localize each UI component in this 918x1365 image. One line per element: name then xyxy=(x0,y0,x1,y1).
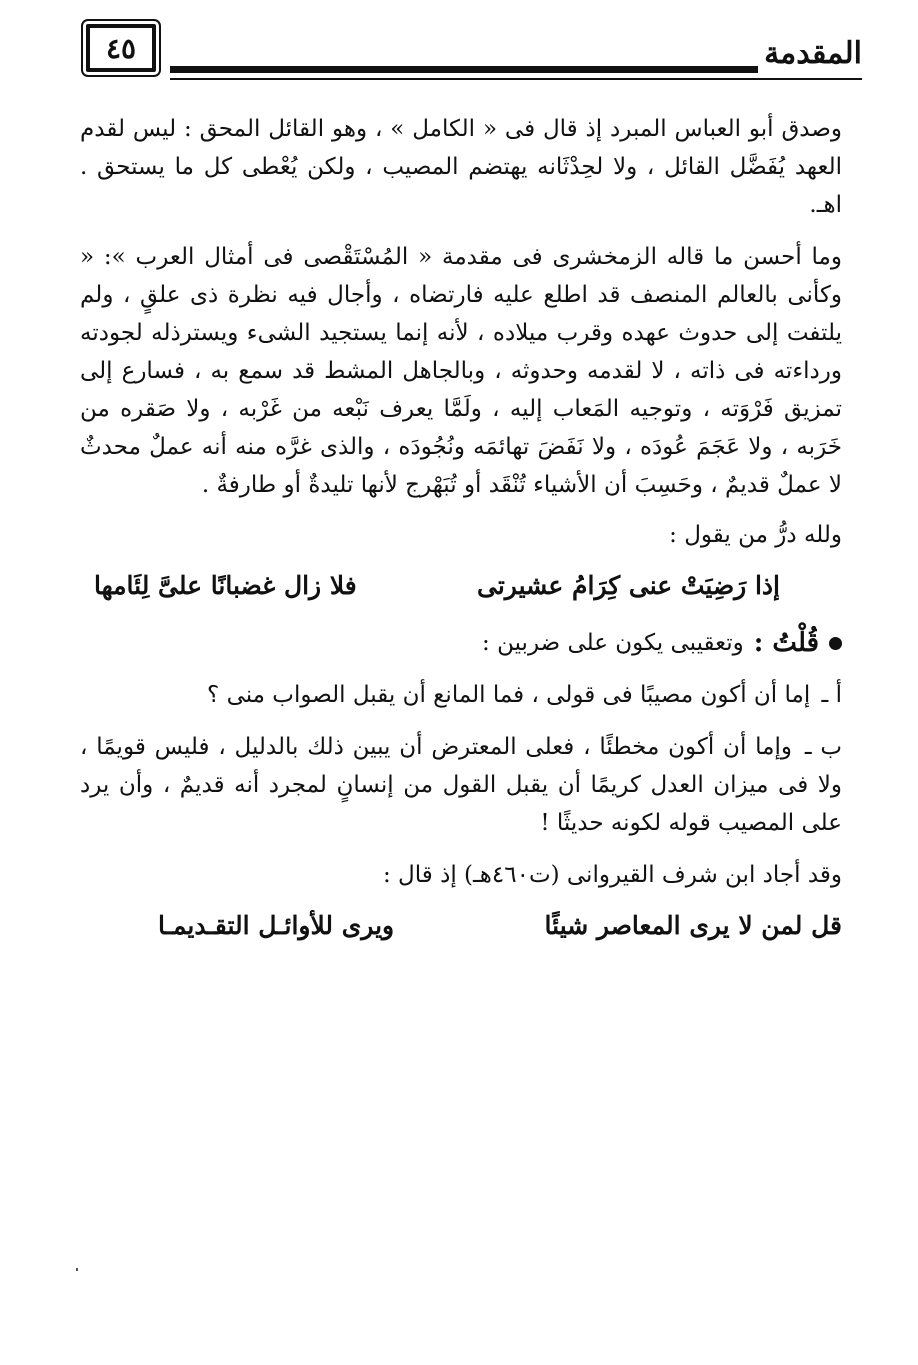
verse-hemistich-left: ويرى للأوائـل التقـديمـا xyxy=(158,911,395,940)
page-number: ٤٥ xyxy=(86,24,156,72)
list-item-text: وإما أن أكون مخطئًا ، فعلى المعترض أن يبين ذلك بالدليل ، فليس قويمًا ، ولا فى ميزان العدل كريمًا أن يقبل القول من إنسانٍ لمجرد أنه قديمٌ ، وأن يرد على المصيب قوله لكونه حديثًا ! xyxy=(80,734,842,836)
list-item-text: إما أن أكون مصيبًا فى قولى ، فما المانع أن يقبل الصواب منى ؟ xyxy=(207,682,811,708)
header-rule-thin xyxy=(170,78,862,80)
qultu-label: قُلْتُ : xyxy=(753,628,819,658)
verse-hemistich-right: قل لمن لا يرى المعاصر شيئًا xyxy=(544,911,842,940)
qultu-line xyxy=(80,624,842,662)
page-header xyxy=(86,22,862,92)
qultu-text: وتعقيبى يكون على ضربين : xyxy=(482,630,744,656)
header-rule xyxy=(170,66,758,73)
paragraph-zamakhshari-quote: وما أحسن ما قاله الزمخشرى فى مقدمة « المُسْتَقْصى فى أمثال العرب »: « وكأنى بالعالم المنصف قد اطلع عليه فارتضاه ، وأجال فيه نظرة ذى علقٍ ، ولم يلتفت إلى حدوث عهده وقرب ميلاده ، لأنه إنما يستجيد الشىء ويسترذله لجودته ورداءته فى ذاته ، لا لقدمه وحدوثه ، وبالجاهل المشط قد سمع به ، فسارع إلى تمزيق فَرْوَته ، وتوجيه المَعاب إليه ، ولَمَّا يعرف نَبْعه من غَرْبه ، ولا صَقره من خَرَبه ، ولا عَجَمَ عُودَه ، ولا نَفَضَ تهائمَه ونُجُودَه ، والذى غرَّه منه أنه عملٌ محدثٌ لا عملٌ قديمٌ ، وحَسِبَ أن الأشياء تُنْقَد أو تُبَهْرج لأنها تليدةٌ أو طارفةٌ . xyxy=(80,244,842,498)
paragraph-mubarrad-quote: وصدق أبو العباس المبرد إذ قال فى « الكامل » ، وهو القائل المحق : ليس لقدم العهد يُفَضَّل القائل ، ولا لحِدْثَانه يهتضم المصيب ، ولكن يُعْطى كل ما يستحق . اهـ. xyxy=(80,116,842,218)
running-title: المقدمة xyxy=(764,36,862,71)
list-item-letter: ب ـ xyxy=(804,734,843,760)
paragraph-verse-intro: ولله درُّ من يقول : xyxy=(669,522,842,548)
verse-line xyxy=(80,564,842,608)
bullet-icon xyxy=(829,637,842,650)
scan-speck xyxy=(76,1268,78,1271)
verse-hemistich-right: إذا رَضِيَتْ عنى كِرَامُ عشيرتى xyxy=(476,571,780,600)
page-body xyxy=(80,110,842,964)
verse-line-2 xyxy=(80,904,842,948)
verse-hemistich-left: فلا زال غضبانًا علىَّ لِئَامها xyxy=(94,571,357,600)
list-item xyxy=(80,728,842,842)
paragraph-ibn-sharaf-intro: وقد أجاد ابن شرف القيروانى (ت٤٦٠هـ) إذ قال : xyxy=(383,862,842,888)
list-item-letter: أ ـ xyxy=(821,682,842,708)
list-item xyxy=(80,676,842,714)
